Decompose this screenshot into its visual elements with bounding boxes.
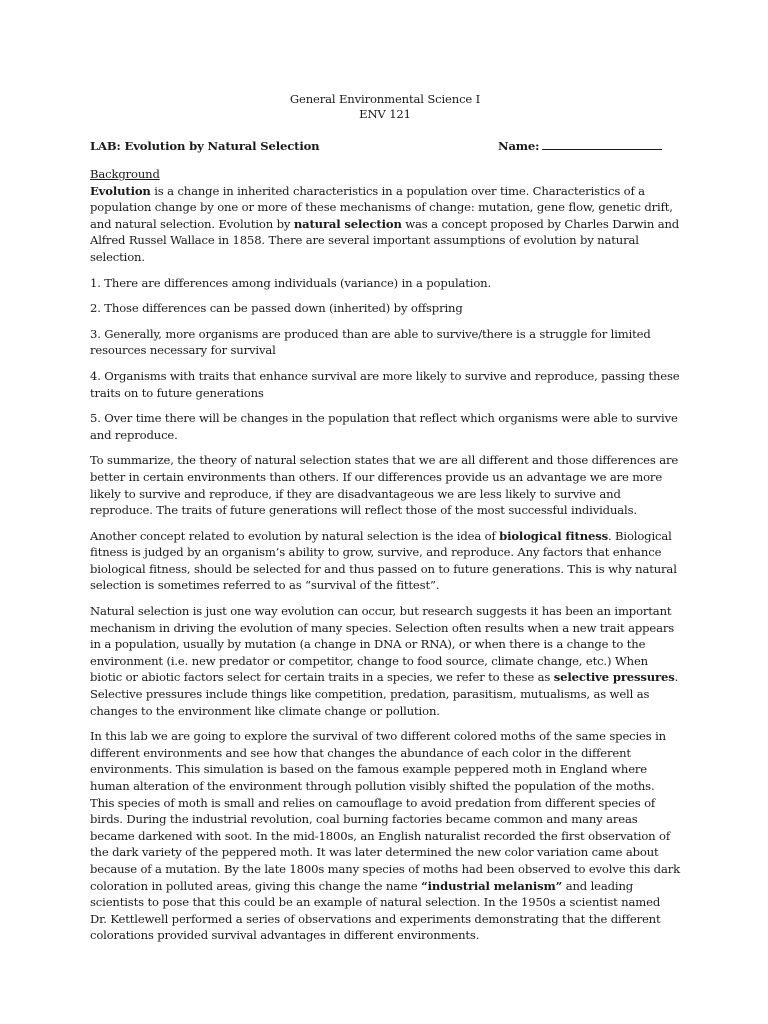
fitness-text-2: . Biological fitness is judged by an organism’s ability to grow, survive, and reproduce. Any factors that enhance biological fitness, should be selected for and thus passed on to future generations. This is why natural selection is sometimes referred to as “survival of the fittest”.	[90, 528, 677, 593]
name-field	[498, 138, 662, 155]
pressures-text-1: Natural selection is just one way evolution can occur, but research suggests it has been an important mechanism in driving the evolution of many species. Selection often results when a new trait appears in a population, usually by mutation (a change in DNA or RNA), or when there is a change to the environment (i.e. new predator or competitor, change to food source, climate change, etc.) When biotic or abiotic factors select for certain traits in a species, we refer to these as	[90, 604, 675, 685]
term-selective-pressures: selective pressures	[553, 670, 675, 685]
background-heading: Background	[90, 167, 160, 181]
document-header	[90, 92, 680, 122]
lab-heading-line	[90, 138, 680, 155]
term-biological-fitness: biological fitness	[499, 528, 608, 543]
fitness-paragraph	[90, 528, 680, 594]
term-industrial-melanism: “industrial melanism”	[421, 878, 563, 893]
moths-text-2: and leading scientists to pose that this could be an example of natural selection. In the 1950s a scientist named Dr. Kettlewell performed a series of observations and experiments demonstrating that the different colorations provided survival advantages in different environments.	[90, 878, 661, 943]
pressures-paragraph	[90, 603, 680, 719]
name-blank-line	[542, 138, 662, 150]
term-evolution: Evolution	[90, 183, 151, 198]
summary-paragraph: To summarize, the theory of natural selection states that we are all different and those differences are better in certain environments than others. If our differences provide us an advantage we are more likely to survive and reproduce, if they are disadvantageous we are less likely to survive and reproduce. The traits of future generations will reflect those of the most successful individuals.	[90, 453, 679, 518]
intro-text-1: is a change in inherited characteristics in a population over time. Characteristics of a population change by one or more of these mechanisms of change: mutation, gene flow, genetic drift, and natural selection. Evolution by	[90, 183, 673, 231]
assumption-4: 4. Organisms with traits that enhance survival are more likely to survive and reproduce, passing these traits on to future generations	[90, 368, 680, 400]
assumption-1: 1. There are differences among individuals (variance) in a population.	[90, 275, 492, 290]
pressures-text-2: . Selective pressures include things like competition, predation, parasitism, mutualisms, as well as changes to the environment like climate change or pollution.	[90, 670, 679, 718]
term-natural-selection: natural selection	[293, 216, 402, 231]
course-title: General Environmental Science I	[289, 92, 481, 106]
assumption-3: 3. Generally, more organisms are produced than are able to survive/there is a struggle for limited resources necessary for survival	[90, 326, 651, 358]
fitness-text-1: Another concept related to evolution by natural selection is the idea of	[90, 528, 500, 543]
moths-paragraph	[90, 728, 680, 944]
assumption-5: 5. Over time there will be changes in the population that reflect which organisms were able to survive and reproduce.	[90, 411, 678, 442]
name-label: Name:	[498, 139, 540, 153]
lab-title: LAB: Evolution by Natural Selection	[90, 139, 320, 153]
intro-text-2: was a concept proposed by Charles Darwin and Alfred Russel Wallace in 1858. There are several important assumptions of evolution by natural selection.	[90, 216, 680, 264]
course-code: ENV 121	[359, 107, 411, 121]
assumption-2: 2. Those differences can be passed down (inherited) by offspring	[90, 301, 463, 316]
intro-paragraph	[90, 183, 680, 266]
moths-text-1: In this lab we are going to explore the survival of two different colored moths of the same species in different environments and see how that changes the abundance of each color in the different environments. This simulation is based on the famous example peppered moth in England where human alteration of the environment through pollution visibly shifted the population of the moths. This species of moth is small and relies on camouflage to avoid predation from different species of birds. During the industrial revolution, coal burning factories became common and many areas became darkened with soot. In the mid-1800s, an English naturalist recorded the first observation of the dark variety of the peppered moth. It was later determined the new color variation came about because of a mutation. By the late 1800s many species of moths had been observed to evolve this dark coloration in polluted areas, giving this change the name	[90, 729, 680, 893]
